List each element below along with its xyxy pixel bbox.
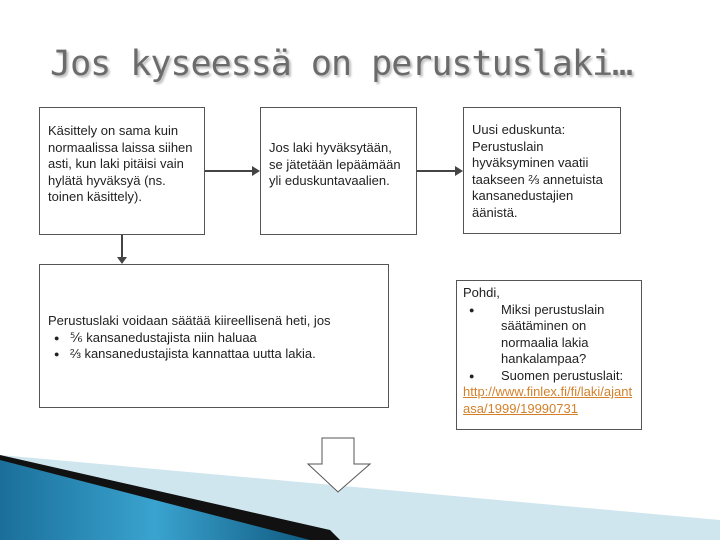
list-item: ● Suomen perustuslait: xyxy=(463,368,635,385)
urgent-intro: Perustuslaki voidaan säätää kiireellisenä heti, jos xyxy=(48,313,331,328)
urgent-box xyxy=(39,264,389,408)
list-item: ● ⅔ kansanedustajista kannattaa uutta lakia. xyxy=(48,346,380,363)
list-item: ● ⅚ kansanedustajista niin haluaa xyxy=(48,330,380,347)
reflection-intro: Pohdi, xyxy=(463,285,500,300)
arrow-head-icon xyxy=(117,257,127,264)
step-box-1: Käsittely on sama kuin normaalissa laissa siihen asti, kun laki pitäisi vain hylätä hyväksyä (ns. toinen käsittely). xyxy=(39,107,205,235)
reflection-box xyxy=(456,280,642,430)
arrow-head-icon xyxy=(252,166,260,176)
finlex-link[interactable]: http://www.finlex.fi/fi/laki/ajantasa/1999/19990731 xyxy=(463,384,633,416)
arrow-head-icon xyxy=(455,166,463,176)
list-item: ● Miksi perustuslain säätäminen on normaalia lakia hankalampaa? xyxy=(463,302,635,368)
step-box-3: Uusi eduskunta: Perustuslain hyväksyminen vaatii taakseen ⅔ annetuista kansanedustajien äänistä. xyxy=(463,107,621,234)
step-box-2: Jos laki hyväksytään, se jätetään lepäämään yli eduskuntavaalien. xyxy=(260,107,417,235)
page-title: Jos kyseessä on perustuslaki… xyxy=(50,44,633,84)
